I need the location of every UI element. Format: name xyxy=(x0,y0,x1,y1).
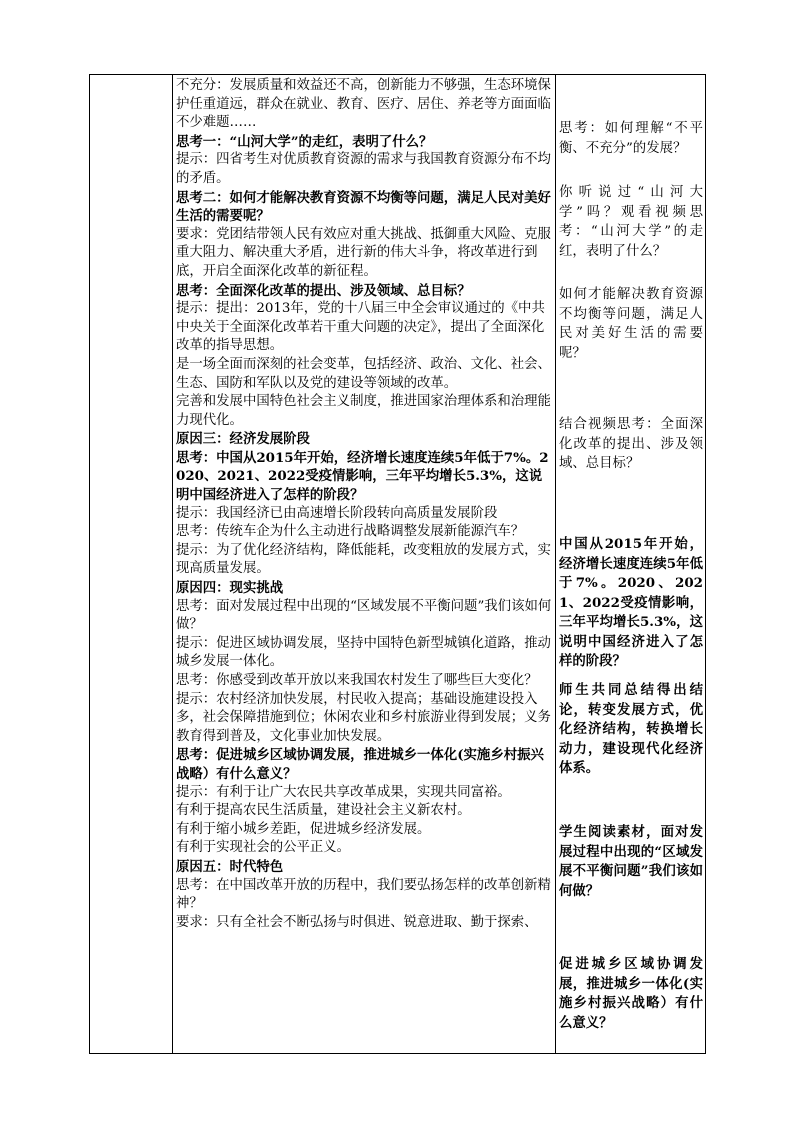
content-line: 有利于提高农民生活质量，建设社会主义新农村。 xyxy=(176,803,471,819)
side-note: 结合视频思考：全面深化改革的提出、涉及领域、总目标？ xyxy=(559,417,703,471)
content-line: 思考：传统车企为什么主动进行战略调整发展新能源汽车？ xyxy=(176,524,525,540)
content-line: 思考一：“山河大学”的走红，表明了什么？ xyxy=(176,133,433,150)
content-line: 是一场全面而深刻的社会变革，包括经济、政治、文化、社会、生态、国防和军队以及党的建设等领域的改革。 xyxy=(176,356,551,391)
content-line: 原因三：经济发展阶段 xyxy=(176,431,310,448)
side-note: 你听说过“山河大学”吗？观看视频思考：“山河大学”的走红，表明了什么？ xyxy=(559,185,703,259)
content-line: 不充分：发展质量和效益还不高，创新能力不够强，生态环境保护任重道远，群众在就业、教育、医疗、居住、养老等方面面临不少难题…… xyxy=(176,78,551,131)
side-note: 促进城乡区域协调发展，推进城乡一体化(实施乡村振兴战略）有什么意义？ xyxy=(559,956,703,1031)
content-line: 有利于缩小城乡差距，促进城乡经济发展。 xyxy=(176,821,431,837)
content-line: 思考：面对发展过程中出现的“区域发展不平衡问题”我们该如何做？ xyxy=(176,598,552,633)
design-notes-column xyxy=(559,75,705,1053)
side-note: 中国从2015年开始，经济增长速度连续5年低于7%。2020、2021、2022受疫情影响，三年平均增长5.3%，这说明中国经济进入了怎样的阶段？ xyxy=(559,536,703,669)
content-line: 思考：促进城乡区域协调发展，推进城乡一体化(实施乡村振兴战略）有什么意义？ xyxy=(176,747,544,782)
content-line: 思考：全面深化改革的提出、涉及领域、总目标？ xyxy=(176,282,471,299)
content-line: 提示：我国经济已由高速增长阶段转向高质量发展阶段 xyxy=(176,505,498,521)
content-line: 完善和发展中国特色社会主义制度，推进国家治理体系和治理能力现代化。 xyxy=(176,394,551,428)
content-line: 要求：党团结带领人民有效应对重大挑战、抵御重大风险、克服重大阻力、解决重大矛盾，进行新的伟大斗争，将改革进行到底，开启全面深化改革的新征程。 xyxy=(176,226,551,279)
content-line: 有利于实现社会的公平正义。 xyxy=(176,840,351,856)
content-line: 提示：四省考生对优质教育资源的需求与我国教育资源分布不均的矛盾。 xyxy=(176,152,551,186)
content-line: 思考二：如何才能解决教育资源不均衡等问题，满足人民对美好生活的需要呢？ xyxy=(176,189,551,225)
content-line: 提示：促进区域协调发展，坚持中国特色新型城镇化道路，推动城乡发展一体化。 xyxy=(176,635,551,670)
teaching-content-column xyxy=(176,77,553,932)
side-note: 如何才能解决教育资源不均衡等问题，满足人民对美好生活的需要呢？ xyxy=(559,287,703,361)
content-line: 原因五：时代特色 xyxy=(176,858,284,875)
column-divider-right xyxy=(555,75,556,1053)
side-note: 思考：如何理解“不平衡、不充分”的发展？ xyxy=(559,121,703,156)
content-line: 思考：中国从2015年开始，经济增长速度连续5年低于7%。2020、2021、2022受疫情影响，三年平均增长5.3%，这说明中国经济进入了怎样的阶段？ xyxy=(176,449,549,504)
content-line: 原因四：现实挑战 xyxy=(176,580,284,597)
content-line: 提示：为了优化经济结构，降低能耗，改变粗放的发展方式，实现高质量发展。 xyxy=(176,542,551,577)
column-divider-left xyxy=(172,75,173,1053)
lesson-table xyxy=(89,74,706,1054)
content-line: 思考：在中国改革开放的历程中，我们要弘扬怎样的改革创新精神？ xyxy=(176,877,551,912)
content-line: 提示：有利于让广大农民共享改革成果，实现共同富裕。 xyxy=(176,784,511,800)
side-note: 学生阅读素材，面对发展过程中出现的“区域发展不平衡问题”我们该如何做？ xyxy=(559,824,703,899)
content-line: 提示：提出：2013年，党的十八届三中全会审议通过的《中共中央关于全面深化改革若干重大问题的决定》，提出了全面深化改革的指导思想。 xyxy=(176,301,545,354)
content-line: 提示：农村经济加快发展，村民收入提高；基础设施建设投入多，社会保障措施到位；休闲农业和乡村旅游业得到发展；义务教育得到普及，文化事业加快发展。 xyxy=(176,691,551,744)
content-line: 思考：你感受到改革开放以来我国农村发生了哪些巨大变化？ xyxy=(176,673,538,688)
side-note: 师生共同总结得出结论，转变发展方式，优化经济结构，转换增长动力，建设现代化经济体系。 xyxy=(559,682,703,776)
content-line: 要求：只有全社会不断弘扬与时俱进、锐意进取、勤于探索、 xyxy=(176,914,538,930)
